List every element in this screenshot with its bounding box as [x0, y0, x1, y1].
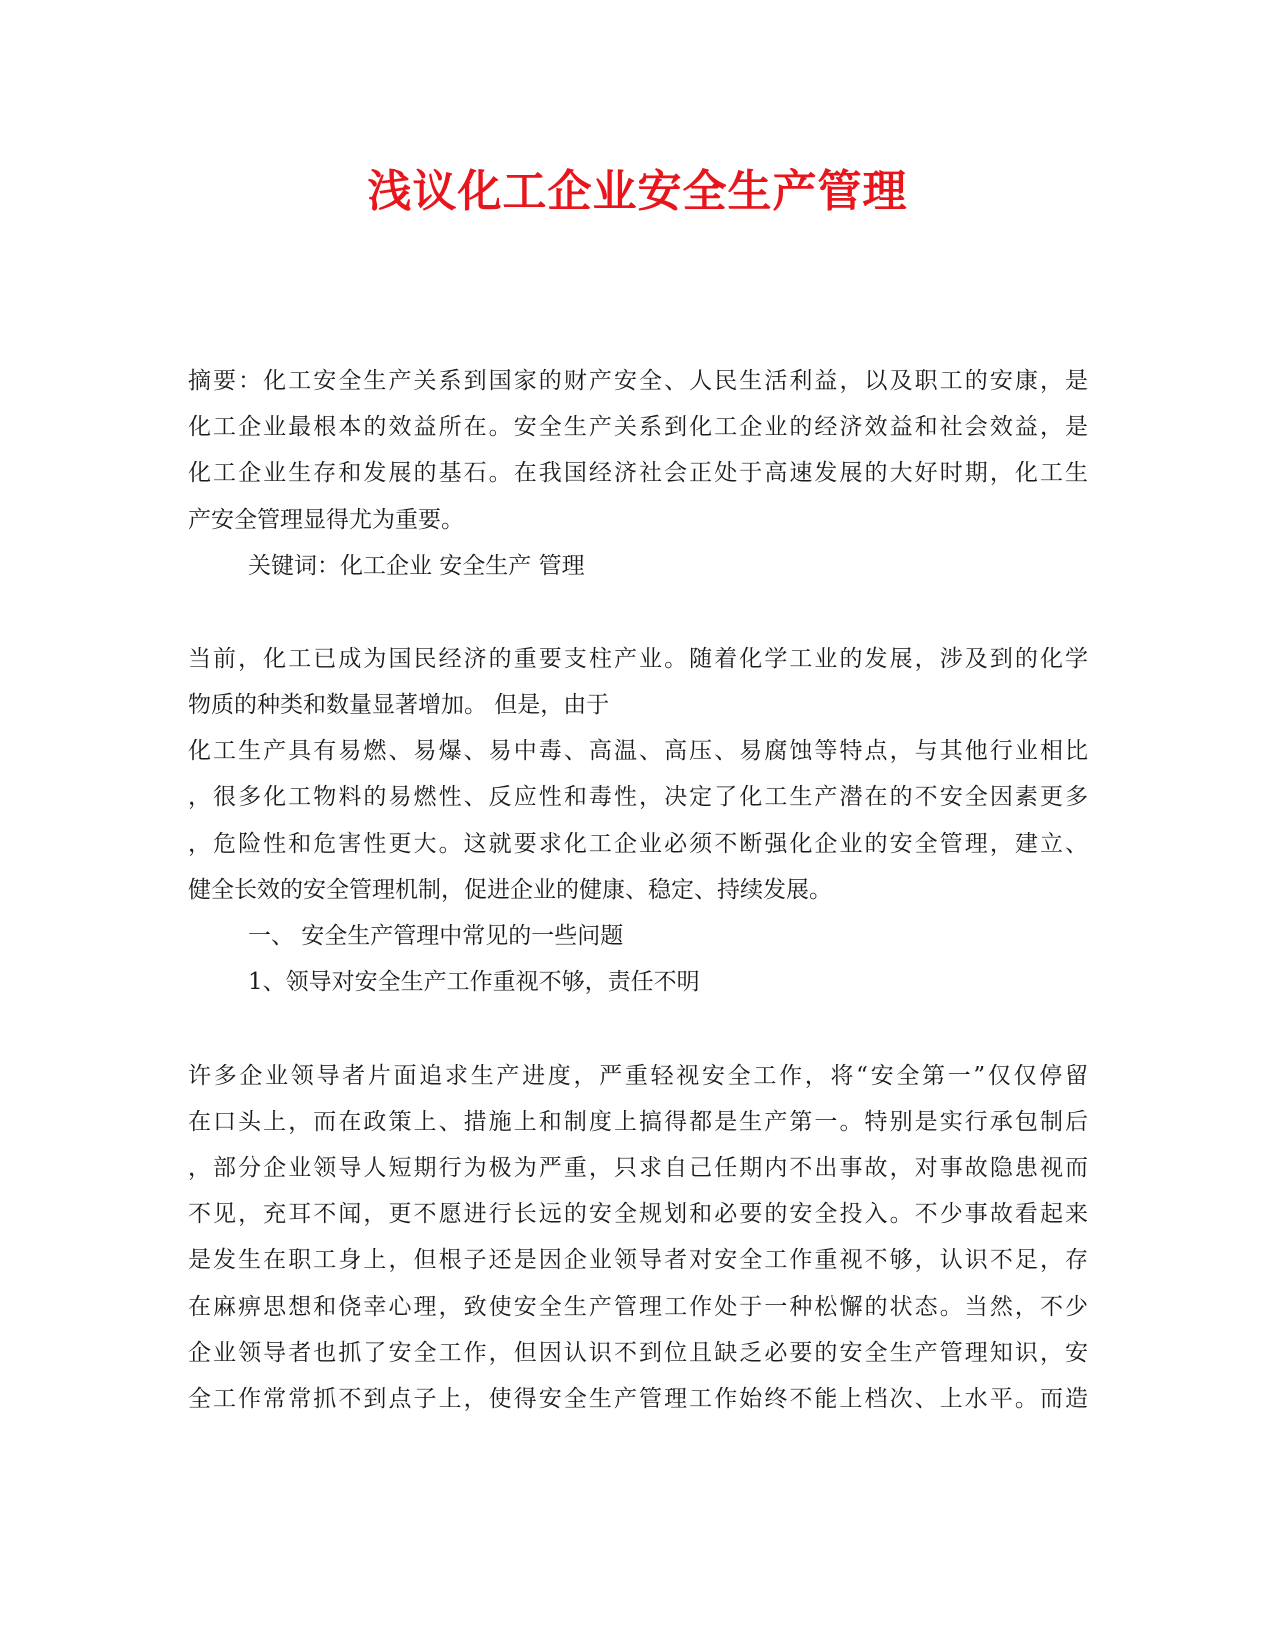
body-line: 企业领导者也抓了安全工作，但因认识不到位且缺乏必要的安全生产管理知识，安: [188, 1340, 1088, 1366]
intro-line: ，很多化工物料的易燃性、反应性和毒性，决定了化工生产潜在的不安全因素更多: [188, 784, 1088, 810]
section-heading: 一、 安全生产管理中常见的一些问题: [248, 923, 624, 949]
abstract-line: 化工企业生存和发展的基石。在我国经济社会正处于高速发展的大好时期，化工生: [188, 460, 1088, 486]
document-title: 浅议化工企业安全生产管理: [367, 166, 908, 217]
keywords-line: 关键词：化工企业 安全生产 管理: [248, 553, 585, 579]
body-line: ，部分企业领导人短期行为极为严重，只求自己任期内不出事故，对事故隐患视而: [188, 1155, 1088, 1181]
abstract-line: 摘要：化工安全生产关系到国家的财产安全、人民生活利益，以及职工的安康，是: [188, 368, 1088, 394]
abstract-line: 产安全管理显得尤为重要。: [188, 507, 464, 533]
intro-line: 化工生产具有易燃、易爆、易中毒、高温、高压、易腐蚀等特点，与其他行业相比: [188, 738, 1088, 764]
intro-line: 物质的种类和数量显著增加。 但是，由于: [188, 692, 610, 718]
intro-line: 当前，化工已成为国民经济的重要支柱产业。随着化学工业的发展，涉及到的化学: [188, 646, 1088, 672]
body-line: 不见，充耳不闻，更不愿进行长远的安全规划和必要的安全投入。不少事故看起来: [188, 1201, 1088, 1227]
intro-line: 健全长效的安全管理机制，促进企业的健康、稳定、持续发展。: [188, 877, 832, 903]
body-line: 许多企业领导者片面追求生产进度，严重轻视安全工作，将“安全第一”仅仅停留: [188, 1063, 1088, 1089]
body-line: 在口头上，而在政策上、措施上和制度上搞得都是生产第一。特别是实行承包制后: [188, 1109, 1088, 1135]
body-line: 全工作常常抓不到点子上，使得安全生产管理工作始终不能上档次、上水平。而造: [188, 1386, 1088, 1412]
body-line: 在麻痹思想和侥幸心理，致使安全生产管理工作处于一种松懈的状态。当然，不少: [188, 1294, 1088, 1320]
body-line: 是发生在职工身上，但根子还是因企业领导者对安全工作重视不够，认识不足，存: [188, 1247, 1088, 1273]
intro-line: ，危险性和危害性更大。这就要求化工企业必须不断强化企业的安全管理，建立、: [188, 831, 1088, 857]
subsection-heading: 1、领导对安全生产工作重视不够，责任不明: [248, 969, 700, 995]
abstract-line: 化工企业最根本的效益所在。安全生产关系到化工企业的经济效益和社会效益，是: [188, 414, 1088, 440]
